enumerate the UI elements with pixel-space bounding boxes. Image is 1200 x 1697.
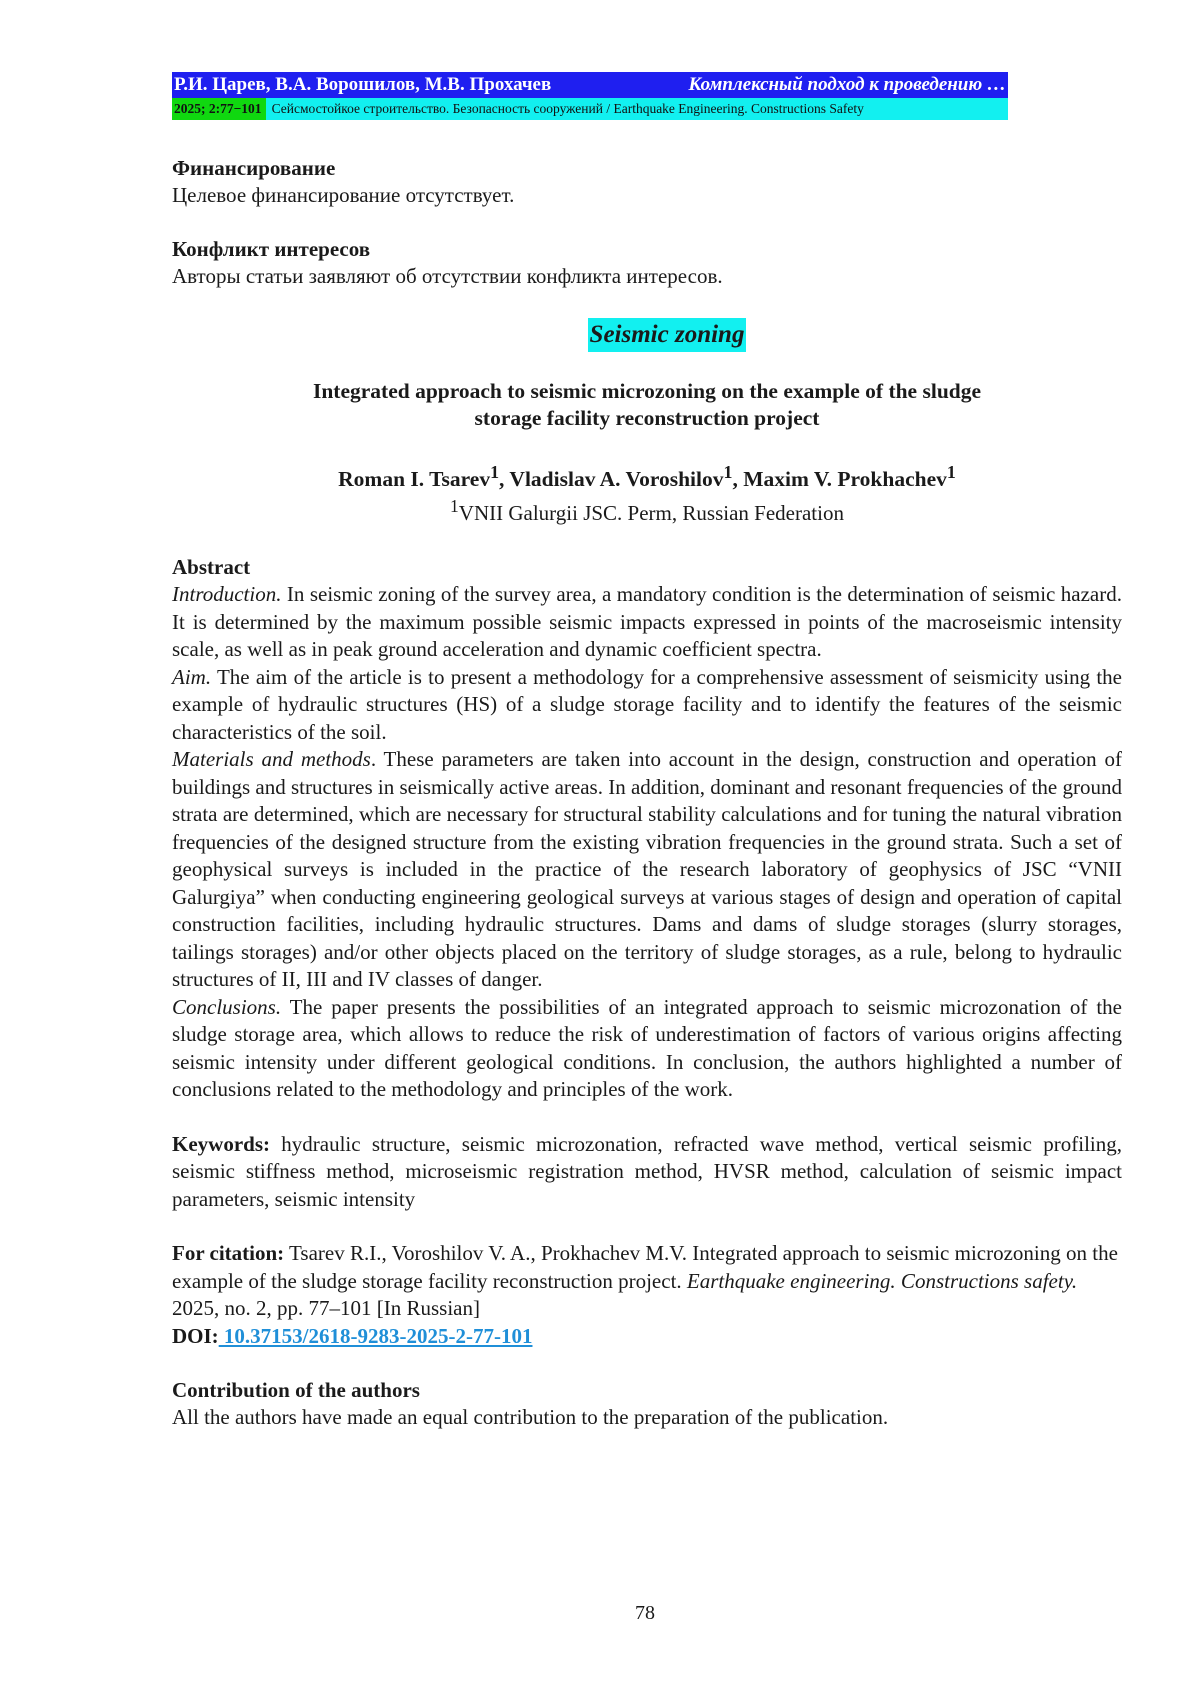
running-header-journal [172,98,1008,120]
citation [172,1240,1122,1323]
methods-text: . These parameters are taken into account in the design, construction and operation of buildings and structures in seismically active areas. In addition, dominant and resonant frequencies of the ground strata are determined, which are necessary for structural stability calculations and for tuning the natural vibration frequencies of the designed structure from the existing vibration frequencies in the ground strata. Such a set of geophysical surveys is included in the practice of the research laboratory of geophysics of JSC “VNII Galurgiya” when conducting engineering geological surveys at various stages of design and operation of capital construction facilities, including hydraulic structures. Dams and dams of sludge storages (slurry storages, tailings storages) and/or other objects placed on the territory of sludge storages, as a rule, belong to hydraulic structures of II, III and IV classes of danger. [172,747,1122,992]
author-affil-sup: 1 [490,462,500,482]
contribution-heading: Contribution of the authors [172,1378,420,1403]
abstract-aim [172,664,1122,747]
conflict-heading: Конфликт интересов [172,237,371,261]
header-issue: 2025; 2:77−101 [172,98,266,120]
page-content [172,72,1122,1431]
citation-pages: 2025, no. 2, pp. 77–101 [In Russian] [172,1296,480,1321]
contribution-text: All the authors have made an equal contribution to the preparation of the publication. [172,1405,889,1430]
abstract-conclusions [172,994,1122,1104]
header-title: Комплексный подход к проведению … [688,74,1006,95]
methods-label: Materials and methods [172,747,371,772]
funding-text: Целевое финансирование отсутствует. [172,183,515,207]
header-authors: Р.И. Царев, В.А. Ворошилов, М.В. Прохачев [174,74,552,95]
author-name: Roman I. Tsarev [338,467,491,492]
conflict-text: Авторы статьи заявляют об отсутствии конфликта интересов. [172,264,723,288]
abstract-methods [172,746,1122,994]
running-header-authors [172,72,1008,98]
introduction-label: Introduction. [172,582,282,607]
funding-section [172,155,1122,209]
doi-label: DOI: [172,1323,219,1348]
author-separator: , [732,467,744,492]
abstract-heading: Abstract [172,555,251,580]
citation-text: Tsarev R.I., Voroshilov V. A., Prokhachev M.V. Integrated approach to seismic microzoning on the example of the sludge storage facility reconstruction project. [172,1241,1118,1293]
rubric-label: Seismic zoning [588,318,747,352]
abstract-introduction [172,581,1122,664]
keywords [172,1131,1122,1214]
aim-label: Aim. [172,664,212,689]
conclusions-label: Conclusions. [172,994,282,1019]
funding-heading: Финансирование [172,156,336,180]
affiliation [172,493,1122,527]
page-number: 78 [635,1602,655,1624]
article-title-line-2: storage facility reconstruction project [474,406,820,430]
affiliation-text: VNII Galurgii JSC. Perm, Russian Federation [458,501,844,526]
affiliation-sup: 1 [450,496,459,517]
keywords-label: Keywords: [172,1131,270,1156]
doi-line [172,1323,1122,1351]
doi-link[interactable]: 10.37153/2618-9283-2025-2-77-101 [218,1323,533,1348]
article-title [172,378,1122,432]
author-name: Vladislav A. Voroshilov [509,467,724,492]
abstract-section [172,554,1122,1104]
article-title-line-1: Integrated approach to seismic microzoning on the example of the sludge [312,379,982,403]
conflict-section [172,236,1122,290]
introduction-text: In seismic zoning of the survey area, a mandatory condition is the determination of seismic hazard. It is determined by the maximum possible seismic impacts expressed in points of the macroseismic intensity scale, as well as in peak ground acceleration and dynamic coefficient spectra. [172,582,1122,662]
citation-label: For citation: [172,1241,285,1266]
author-name: Maxim V. Prokhachev [743,467,947,492]
author-separator: , [499,467,510,492]
keywords-text: hydraulic structure, seismic microzonation, refracted wave method, vertical seismic profiling, seismic stiffness method, microseismic registration method, HVSR method, calculation of seismic impact parameters, seismic intensity [172,1131,1122,1211]
contribution-section [172,1377,1122,1431]
aim-text: The aim of the article is to present a methodology for a comprehensive assessment of seismicity using the example of hydraulic structures (HS) of a sludge storage facility and to identify the features of the seismic characteristics of the soil. [172,664,1122,744]
author-affil-sup: 1 [946,462,956,482]
citation-journal: Earthquake engineering. Constructions safety. [686,1268,1078,1293]
conclusions-text: The paper presents the possibilities of an integrated approach to seismic microzonation of the sludge storage area, which allows to reduce the risk of underestimation of factors of various origins affecting seismic intensity under different geological conditions. In conclusion, the authors highlighted a number of conclusions related to the methodology and principles of the work. [172,994,1122,1102]
rubric-wrapper [172,318,1122,352]
author-affil-sup: 1 [723,462,733,482]
header-journal: Сейсмостойкое строительство. Безопасность сооружений / Earthquake Engineering. Constructions Safety [266,98,1008,120]
article-authors [172,459,1122,493]
